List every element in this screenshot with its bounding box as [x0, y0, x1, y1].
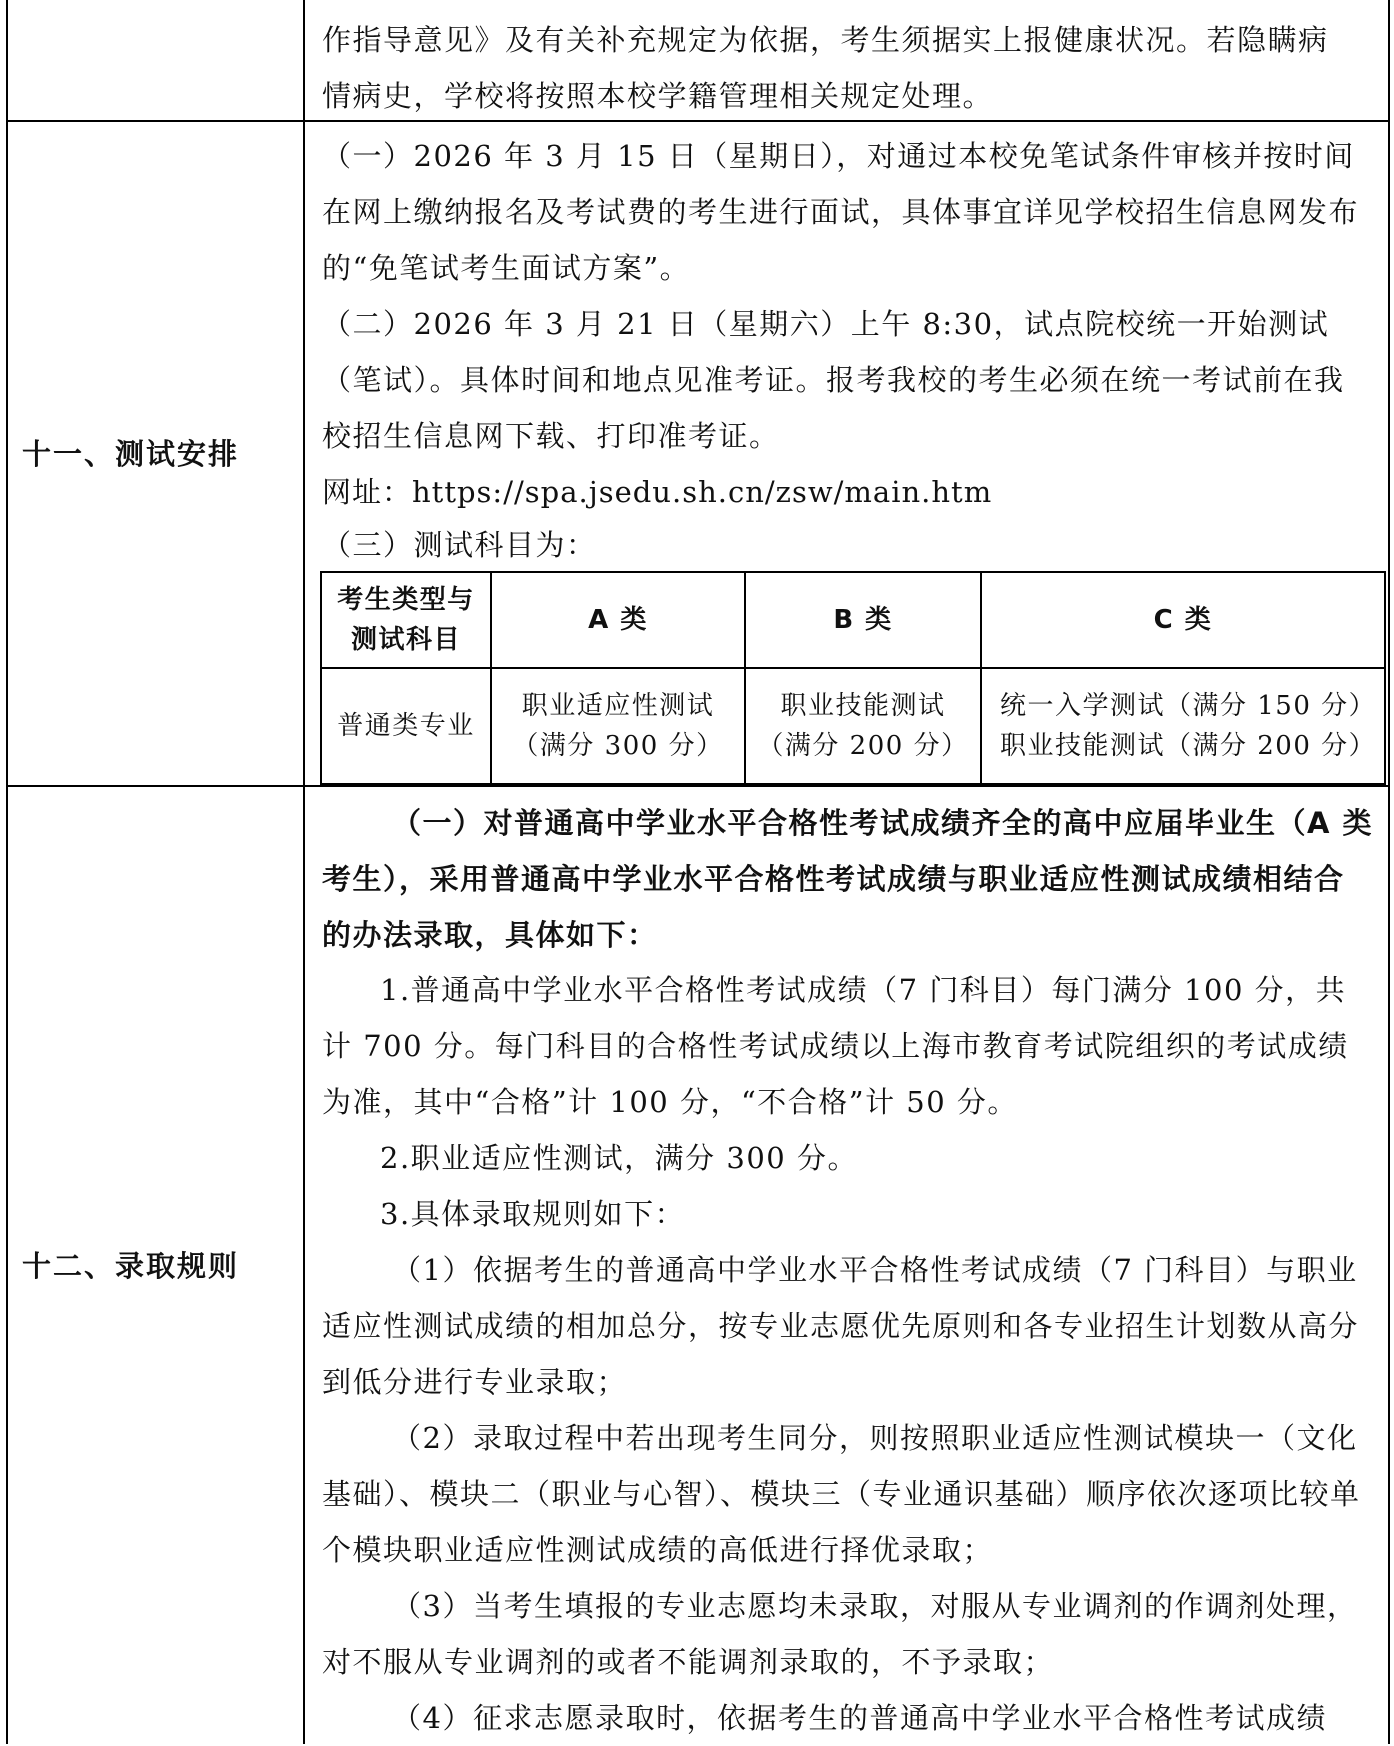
cell-c: [981, 668, 1385, 784]
cell-a-line-2: （满分 300 分）: [512, 731, 724, 761]
section-12-item-3: 3.具体录取规则如下：: [380, 1197, 686, 1231]
cell-c-line-2: 职业技能测试（满分 200 分）: [1000, 731, 1377, 761]
corner-header-line-1: 考生类型与: [337, 585, 475, 615]
right-border: [1388, 0, 1390, 1744]
test-subjects-table: [320, 571, 1386, 785]
cell-a: [491, 668, 745, 784]
section-11-url: 网址：https://spa.jsedu.sh.cn/zsw/main.htm: [322, 475, 993, 509]
section-11-para-4: （三）测试科目为：: [322, 528, 597, 562]
table-header-row: [321, 572, 1385, 668]
row-label-cell: 普通类专业: [321, 668, 491, 784]
section-12-rule-1: （1）依据考生的普通高中学业水平合格性考试成绩（7 门科目）与职业适应性测试成绩的相加总分，按专业志愿优先原则和各专业招生计划数从高分到低分进行专业录取；: [322, 1253, 1360, 1399]
table-corner-header: [321, 572, 491, 668]
cell-b-line-2: （满分 200 分）: [757, 731, 969, 761]
corner-header-line-2: 测试科目: [350, 625, 461, 655]
column-divider: [303, 0, 305, 1744]
section-12-bold-intro: （一）对普通高中学业水平合格性考试成绩齐全的高中应届毕业生（A 类考生），采用普通高中学业水平合格性考试成绩与职业适应性测试成绩相结合的办法录取，具体如下：: [322, 806, 1374, 952]
section-12-label: 十二、录取规则: [22, 1249, 240, 1283]
section-12-item-1: 1.普通高中学业水平合格性考试成绩（7 门科目）每门满分 100 分，共计 700 分。每门科目的合格性考试成绩以上海市教育考试院组织的考试成绩为准，其中“合格”计 100 分，“不合格”计 50 分。: [322, 973, 1349, 1119]
section-11-label: 十一、测试安排: [22, 437, 240, 471]
section-12-rule-2: （2）录取过程中若出现考生同分，则按照职业适应性测试模块一（文化基础）、模块二（职业与心智）、模块三（专业通识基础）顺序依次逐项比较单个模块职业适应性测试成绩的高低进行择优录取；: [322, 1421, 1361, 1567]
section-11-para-2: （二）2026 年 3 月 21 日（星期六）上午 8:30，试点院校统一开始测试（笔试）。具体时间和地点见准考证。报考我校的考生必须在统一考试前在我校招生信息网下载、打印准考证。: [322, 307, 1345, 453]
section-12-rule-3: （3）当考生填报的专业志愿均未录取，对服从专业调剂的作调剂处理，对不服从专业调剂的或者不能调剂录取的，不予录取；: [322, 1589, 1358, 1679]
row-divider-12: [6, 785, 1390, 787]
left-border: [6, 0, 8, 1744]
section-12-item-2: 2.职业适应性测试，满分 300 分。: [380, 1141, 858, 1175]
carryover-line-1: 作指导意见》及有关补充规定为依据，考生须据实上报健康状况。若隐瞒病: [322, 23, 1329, 57]
cell-b-line-1: 职业技能测试: [780, 691, 946, 721]
cell-c-line-1: 统一入学测试（满分 150 分）: [1000, 691, 1377, 721]
carryover-line-2: 情病史，学校将按照本校学籍管理相关规定处理。: [322, 79, 994, 113]
section-11-para-1: （一）2026 年 3 月 15 日（星期日），对通过本校免笔试条件审核并按时间在网上缴纳报名及考试费的考生进行面试，具体事宜详见学校招生信息网发布的“免笔试考生面试方案”。: [322, 139, 1360, 285]
header-a: A 类: [491, 572, 745, 668]
cell-a-line-1: 职业适应性测试: [521, 691, 715, 721]
table-row: [321, 668, 1385, 784]
header-b: B 类: [745, 572, 981, 668]
section-12-rule-4: （4）征求志愿录取时，依据考生的普通高中学业水平合格性考试成绩: [392, 1701, 1327, 1735]
cell-b: [745, 668, 981, 784]
header-c: C 类: [981, 572, 1385, 668]
